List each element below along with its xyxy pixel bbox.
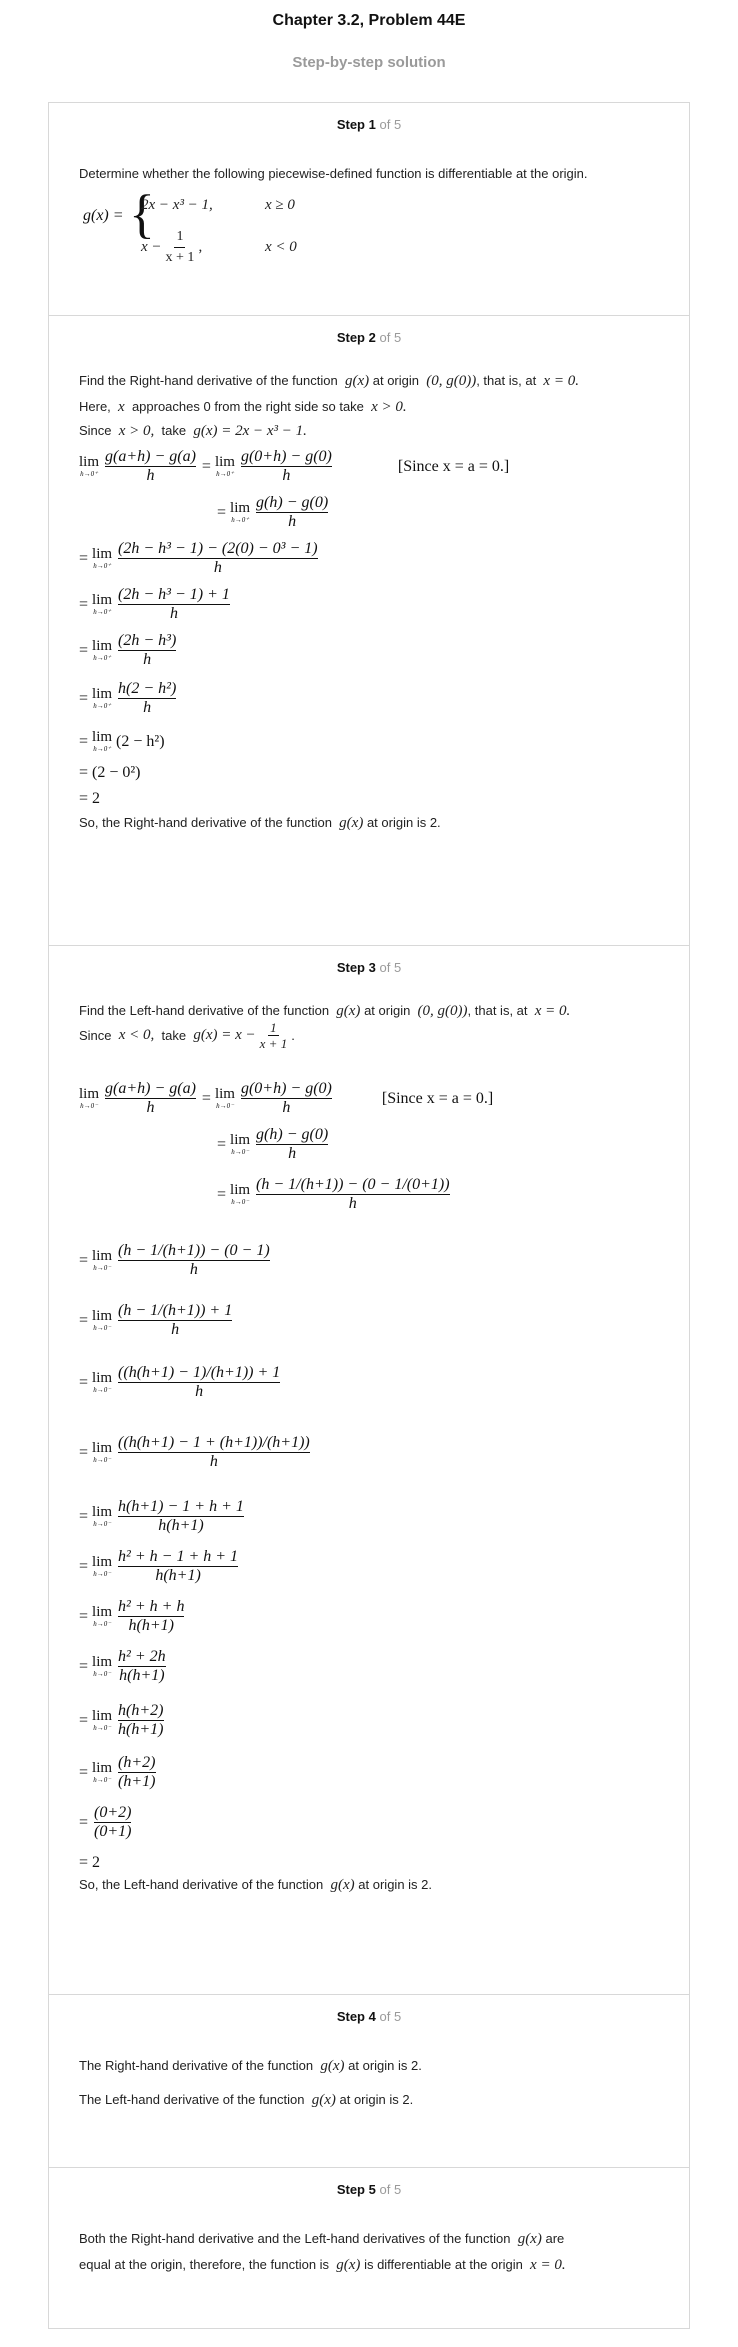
lhd-row-11: = lim h→0⁻ $\frac{\text{h² + 2h}}{h(h+1)}$: [79, 1648, 166, 1684]
step-4: [49, 1995, 689, 2168]
step-1: [49, 103, 689, 316]
step-2: [49, 316, 689, 946]
lhd-row-7: = lim h→0⁻ $\frac{((h(h+1) - 1 + (h+1))/(h+1))}{h}$: [79, 1434, 310, 1470]
rhd-row-9: = 2: [79, 790, 101, 807]
piece-2-condition: x < 0: [265, 239, 297, 255]
step-3-header: Step 3 of 5: [336, 960, 402, 975]
lhd-row-8: = lim h→0⁻ $\frac{h(h+1) - 1 + h + 1}{h(h+1)}$: [79, 1498, 244, 1534]
step-2-line-2: Here, x approaches 0 from the right side so take x > 0.: [79, 399, 407, 415]
step-3-line-2: Since x < 0, take g(x) = x − $\frac{1}{x + 1}$ .: [79, 1020, 295, 1051]
rhd-row-2: = lim h→0⁺ $\frac{g(h) - g(0)}{h}$: [217, 494, 329, 530]
lhd-row-2: = lim h→0⁻ $\frac{g(h) - g(0)}{h}$: [217, 1126, 329, 1162]
step-3-conclusion: So, the Left-hand derivative of the function g(x) at origin is 2.: [79, 1877, 432, 1893]
page-title: Chapter 3.2, Problem 44E: [272, 12, 466, 29]
rhd-row-7: = lim h→0⁺ (2 − h²): [79, 729, 165, 753]
lhd-row-3: = lim h→0⁻ $\frac{(h - 1/(h+1)) - (0 - 1/(0+1))}{h}$: [217, 1176, 450, 1212]
rhd-row-4: = lim h→0⁺ $\frac{\text{(2h − h³ − 1) + 1}}{h}$: [79, 586, 230, 622]
rhd-row-3: = lim h→0⁺ $\frac{\text{(2h − h³ − 1) − (2(0) − 0³ − 1)}}{h}$: [79, 540, 318, 576]
piece-1-condition: x ≥ 0: [265, 197, 295, 213]
rhd-row-1: lim h→0⁺ $\frac{g(a+h) - g(a)}{h}$ = lim h→0⁺ $\frac{g(0+h) - g(0)}{h}$ [Since x = a = 0.]: [79, 448, 510, 484]
lhd-row-14: = $\frac{(0+2)}{(0+1)}$: [79, 1804, 132, 1840]
step-5-line-1: Both the Right-hand derivative and the Left-hand derivatives of the function g(x) are: [79, 2231, 565, 2247]
step-1-intro: Determine whether the following piecewise-defined function is differentiable at the origin.: [79, 166, 588, 181]
lhd-row-1: lim h→0⁻ $\frac{g(a+h) - g(a)}{h}$ = lim h→0⁻ $\frac{g(0+h) - g(0)}{h}$ [Since x = a = 0.]: [79, 1080, 494, 1116]
step-5: [49, 2168, 689, 2329]
page-subtitle: Step-by-step solution: [292, 54, 446, 71]
lhd-row-10: = lim h→0⁻ $\frac{\text{h² + h + h}}{h(h+1)}$: [79, 1598, 185, 1634]
rhd-row-8: = (2 − 0²): [79, 764, 141, 781]
lhd-row-9: = lim h→0⁻ $\frac{\text{h² + h − 1 + h + 1}}{h(h+1)}$: [79, 1548, 239, 1584]
lhd-row-13: = lim h→0⁻ $\frac{(h+2)}{(h+1)}$: [79, 1754, 156, 1790]
lhd-row-12: = lim h→0⁻ $\frac{h(h+2)}{h(h+1)}$: [79, 1702, 164, 1738]
lhd-row-4: = lim h→0⁻ $\frac{(h - 1/(h+1)) - (0 - 1)}{h}$: [79, 1242, 270, 1278]
lhd-row-6: = lim h→0⁻ $\frac{((h(h+1) - 1)/(h+1)) + 1}{h}$: [79, 1364, 281, 1400]
step-2-conclusion: So, the Right-hand derivative of the function g(x) at origin is 2.: [79, 815, 441, 831]
step-5-header: Step 5 of 5: [336, 2182, 402, 2197]
step-3-line-1: Find the Left-hand derivative of the function g(x) at origin (0, g(0)), that is, at x = 0.: [79, 1003, 571, 1019]
piecewise-brace: {: [129, 184, 155, 244]
piece-1: 2x − x³ − 1,: [141, 197, 213, 213]
piecewise-function-label: g(x) =: [83, 207, 124, 224]
step-4-line-1: The Right-hand derivative of the function g(x) at origin is 2.: [79, 2058, 422, 2074]
lhd-row-15: = 2: [79, 1854, 101, 1871]
piece-2: x − $\frac{1}{x + 1}$ ,: [141, 229, 203, 265]
step-4-header: Step 4 of 5: [336, 2009, 402, 2024]
step-1-header: Step 1 of 5: [336, 117, 402, 132]
solution-steps: [48, 102, 690, 2329]
step-2-header: Step 2 of 5: [336, 330, 402, 345]
step-2-line-3: Since x > 0, take g(x) = 2x − x³ − 1.: [79, 423, 307, 439]
step-5-line-2: equal at the origin, therefore, the function is g(x) is differentiable at the origin x = 0.: [79, 2257, 566, 2273]
rhd-row-6: = lim h→0⁺ $\frac{\text{h(2 − h²)}}{h}$: [79, 680, 177, 716]
step-3: [49, 946, 689, 1995]
step-4-line-2: The Left-hand derivative of the function g(x) at origin is 2.: [79, 2092, 414, 2108]
step-2-line-1: Find the Right-hand derivative of the function g(x) at origin (0, g(0)), that is, at x = 0.: [79, 373, 579, 389]
rhd-row-5: = lim h→0⁺ $\frac{\text{(2h − h³)}}{h}$: [79, 632, 177, 668]
lhd-row-5: = lim h→0⁻ $\frac{(h - 1/(h+1)) + 1}{h}$: [79, 1302, 233, 1338]
